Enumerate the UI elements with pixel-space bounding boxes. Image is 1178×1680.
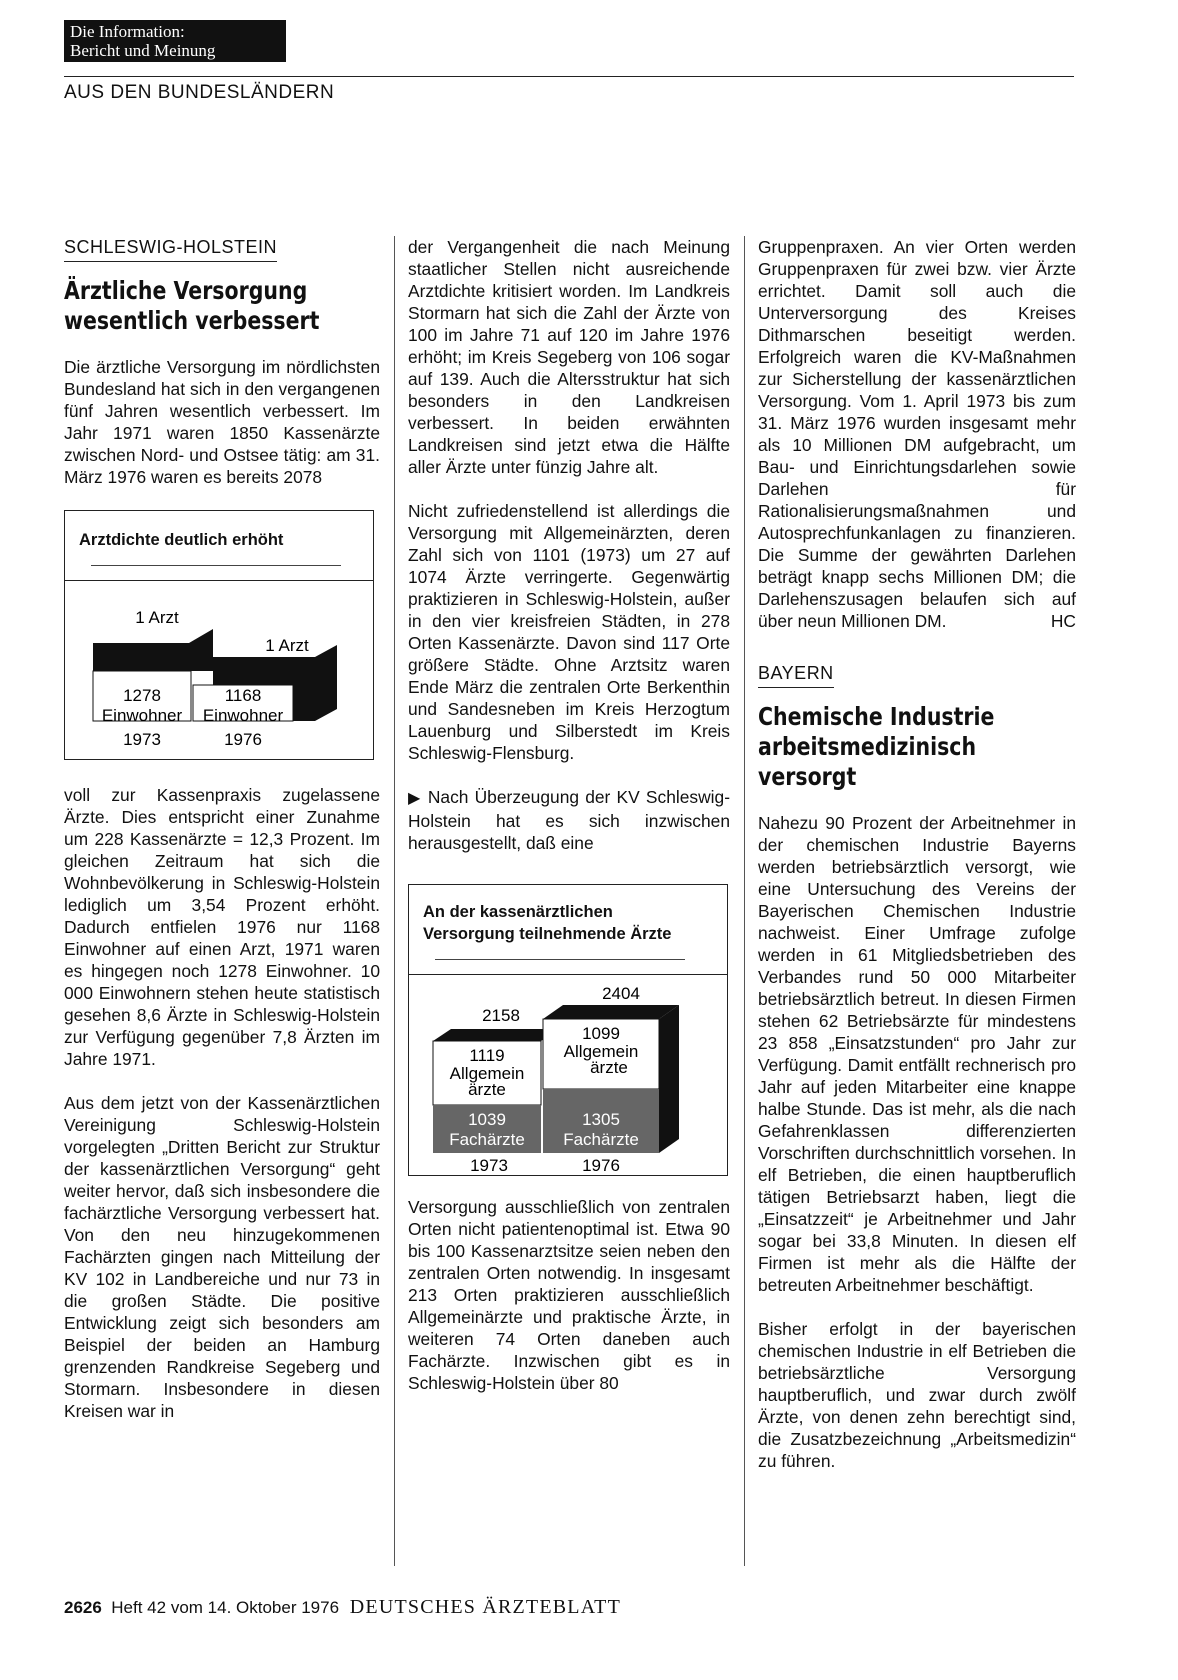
fach-label-1973: Fachärzte [449,1130,525,1149]
chart-title-line: Versorgung teilnehmende Ärzte [423,925,672,943]
headline-line: wesentlich verbessert [64,306,320,335]
bar-top-1973 [433,1029,559,1041]
column-1 [64,236,380,1444]
masthead [64,20,286,62]
chart-arztdichte [64,510,374,760]
chart-title: Arztdichte deutlich erhöht [79,531,284,549]
paragraph: Nicht zufriedenstellend ist allerdings die Versorgung mit Allgemeinärzten, deren Zahl sich von 1101 (1973) um 27 auf 1074 Ärzte verringerte. Gegenwärtig praktizieren in Schleswig-Holstein, außer in den vier kreisfreien Städten, in 278 Orten Kassenärzte. Davon sind 117 Orte größere Städte. Ohne Arztsitz waren Ende März die zentralen Orte Berkenthin und Sandesneben im Kreis Herzogtum Lauenburg und Silberstedt im Kreis Schleswig-Flensburg. [408,501,730,763]
page-footer [64,1596,621,1619]
paragraph: Versorgung ausschließlich von zentralen Orten nicht patientenoptimal ist. Etwa 90 bis 100 Kassenarztsitze seien neben den zentralen Orten notwendig. In insgesamt 213 Orten praktizieren ausschließlich Allgemeinärzte und praktische Ärzte, in weiteren 74 Orten daneben auch Fachärzte. Inzwischen gibt es in Schleswig-Holstein über 80 [408,1197,730,1393]
column-3 [758,236,1076,1494]
bar-top-1973 [93,629,213,671]
paragraph [758,236,1076,632]
unit-1976: Einwohner [202,706,284,725]
triangle-right-icon: ▶ [408,790,422,807]
arzt-label-1976: 1 Arzt [265,636,309,655]
column-rule-1 [394,236,395,1566]
top-rule [64,76,1074,77]
chart-title-rule [435,959,685,960]
issue-info: Heft 42 vom 14. Oktober 1976 [111,1598,340,1617]
masthead-line-2: Bericht und Meinung [70,41,216,60]
chart-title [409,885,727,955]
masthead-line-1: Die Information: [70,22,185,41]
paragraph: Aus dem jetzt von der Kassenärztlichen Vereinigung Schleswig-Holstein vorgelegten „Dritten Bericht zur Struktur der kassenärztlichen Versorgung“ geht weiter hervor, daß sich insbesondere die fachärztliche Versorgung verbessert hat. Von den neu hinzugekommenen Fachärzten gingen nach Mitteilung der KV 102 in Landbereiche und nur 73 in die großen Städte. Die positive Entwicklung zeigt sich besonders am Beispiel der beiden an Hamburg grenzenden Randkreise Segeberg und Stormarn. Insbesondere in diesen Kreisen war in [64,1093,380,1421]
allgemein-label2-1973: ärzte [468,1080,506,1099]
headline-line: Chemische Industrie [758,702,995,731]
article-kicker: BAYERN [758,662,834,688]
column-rule-2 [744,236,745,1566]
section-heading: AUS DEN BUNDESLÄNDERN [64,82,335,103]
allgemein-label-1976: Allgemein [563,1042,639,1061]
year-1973: 1973 [123,730,161,749]
page-number: 2626 [64,1598,102,1617]
paragraph-text: Nach Überzeugung der KV Schleswig-Holstein hat es sich inzwischen herausgestellt, daß eine [408,787,730,853]
allgemein-value-1973: 1119 [469,1046,505,1065]
arzt-label-1973: 1 Arzt [135,608,179,627]
total-1973: 2158 [482,1006,520,1025]
total-1976: 2404 [602,984,640,1003]
paragraph-text: Gruppenpraxen. An vier Orten werden Gruppenpraxen für zwei bzw. vier Ärzte errichtet. Damit soll auch die Unterversorgung des Kreises Dithmarschen beseitigt werden. Erfolgreich waren die KV-Maßnahmen zur Sicherstellung der kassenärztlichen Versorgung. Vom 1. April 1973 bis zum 31. März 1976 wurden insgesamt mehr als 10 Millionen DM aufgebracht, um Bau- und Einrichtungsdarlehen sowie Darlehen für Rationalisierungsmaßnahmen und Autosprechfunkanlagen zu finanzieren. Die Summe der gewährten Darlehen beträgt knapp sechs Millionen DM; die Darlehenszusagen belaufen sich auf über neun Millionen DM. [758,237,1076,631]
article-headline [758,702,1070,792]
paragraph: Nahezu 90 Prozent der Arbeitnehmer in der chemischen Industrie Bayerns werden betriebsärztlich versorgt, wie eine Untersuchung des Vereins der Bayerischen Chemischen Industrie nachweist. Einer Umfrage zufolge werden in 61 Mitgliedsbetrieben des Verbandes rund 50 000 Mitarbeiter betriebsärztlich betreut. In diesen Firmen stehen 62 Betriebsärzte für mindestens 23 858 „Einsatzstunden“ pro Jahr zur Verfügung. Damit entfällt rechnerisch pro Jahr auf jeden Mitarbeiter eine knappe halbe Stunde. Das ist mehr, als die nach Gefahrenklassen differenzierten Vorschriften durchschnittlich vorsehen. In elf Betrieben, die einen hauptberuflich tätigen Betriebsarzt haben, liegt die „Einsatzzeit“ je Arbeitnehmer und Jahr sogar bei 33,8 Minuten. In diesen elf Firmen ist mehr als die Hälfte der betreuten Arbeitnehmer beschäftigt. [758,813,1076,1295]
year-1973: 1973 [470,1156,508,1175]
bar-side-1976 [659,1005,679,1153]
paragraph: voll zur Kassenpraxis zugelassene Ärzte. Dies entspricht einer Zunahme um 228 Kassenärzte = 12,3 Prozent. Im gleichen Zeitraum hat sich die Wohnbevölkerung in Schleswig-Holstein lediglich um 3,54 Prozent erhöht. Dadurch entfielen 1976 nur 1168 Einwohner auf einen Arzt, 1971 waren es hingegen noch 1278 Einwohner. 10 000 Einwohnern stehen heute statistisch gesehen 8,6 Ärzte in Schleswig-Holstein zur Verfügung gegenüber 7,8 Ärzten im Jahre 1971. [64,785,380,1069]
paragraph: der Vergangenheit die nach Meinung staatlicher Stellen nicht ausreichende Arztdichte kritisiert worden. Im Landkreis Stormarn hat sich die Zahl der Ärzte von 100 im Jahre 71 auf 120 im Jahre 1976 erhöht; im Kreis Segeberg von 106 sogar auf 139. Auch die Altersstruktur hat sich besonders in den Landkreisen verbessert. In beiden erwähnten Landkreisen sind jetzt etwa die Hälfte aller Ärzte unter fünzig Jahre alt. [408,237,730,477]
year-1976: 1976 [224,730,262,749]
author-signature: HC [1050,611,1076,631]
allgemein-label2-1976: ärzte [590,1058,628,1077]
chart-title-line: An der kassenärztlichen [423,903,613,921]
unit-1973: Einwohner [101,706,183,725]
article-headline [64,276,376,336]
chart-arztdichte-graphic [65,581,371,759]
paragraph [408,786,730,854]
headline-line: arbeitsmedizinisch [758,732,977,761]
headline-line: versorgt [758,762,857,791]
fach-label-1976: Fachärzte [563,1130,639,1149]
column-2 [408,236,730,1416]
value-1973: 1278 [123,686,161,705]
publication-name: DEUTSCHES ÄRZTEBLATT [349,1596,621,1618]
fach-value-1973: 1039 [468,1110,506,1129]
bar-top-1976 [543,1005,679,1019]
headline-line: Ärztliche Versorgung [64,276,308,305]
chart-teilnehmende-aerzte [408,884,728,1176]
value-1976: 1168 [224,686,262,705]
fach-value-1976: 1305 [582,1110,620,1129]
chart-teilnehmende-aerzte-graphic [409,975,725,1175]
allgemein-value-1976: 1099 [582,1024,620,1043]
article-kicker: SCHLESWIG-HOLSTEIN [64,236,277,262]
year-1976: 1976 [582,1156,620,1175]
paragraph: Die ärztliche Versorgung im nördlichsten Bundesland hat sich in den vergangenen fünf Jahren wesentlich verbessert. Im Jahr 1971 waren 1850 Kassenärzte zwischen Nord- und Ostsee tätig: am 31. März 1976 waren es bereits 2078 [64,357,380,487]
chart-title-rule [91,565,341,566]
allgemein-label-1973: Allgemein [449,1064,525,1083]
paragraph: Bisher erfolgt in der bayerischen chemischen Industrie in elf Betrieben die betriebsärztliche Versorgung hauptberuflich, und zwar durch zwölf Ärzte, von denen zehn berechtigt sind, die Zusatzbezeichnung „Arbeitsmedizin“ zu führen. [758,1319,1076,1471]
